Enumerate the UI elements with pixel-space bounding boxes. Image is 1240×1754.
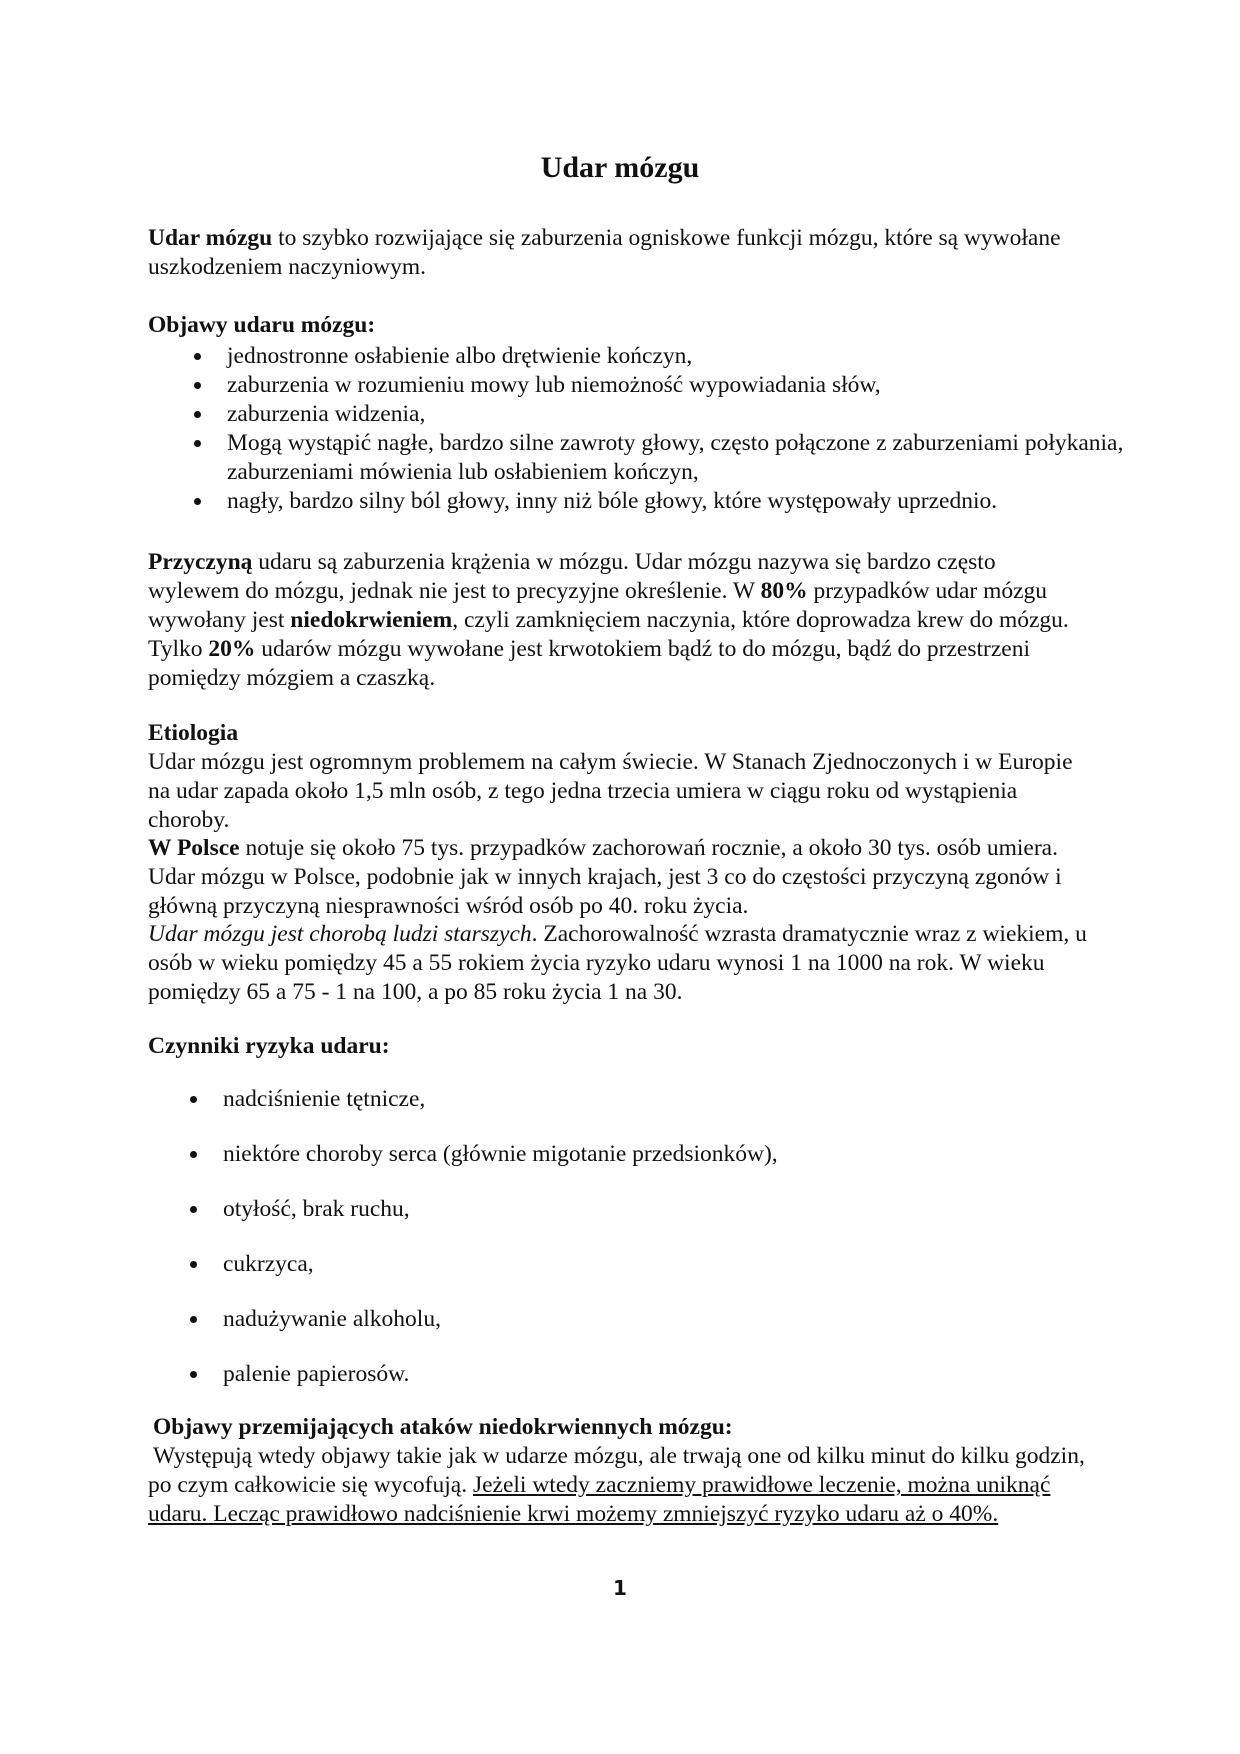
list-item: nagły, bardzo silny ból głowy, inny niż bóle głowy, które występowały uprzednio. (227, 487, 1127, 516)
list-item: otyłość, brak ruchu, (223, 1195, 1123, 1250)
list-item: nadużywanie alkoholu, (223, 1305, 1123, 1360)
page-title: Udar mózgu (540, 151, 700, 184)
cause-text-2: przypadków udar mózgu wywołany jest (148, 578, 1048, 633)
cause-text-4: udarów mózgu wywołane jest krwotokiem bądź to do mózgu, bądź do przestrzeni pomiędzy mózgiem a czaszką. (148, 636, 1031, 691)
risk-heading: Czynniki ryzyka udaru: (148, 1033, 390, 1059)
symptoms-list (227, 342, 1127, 516)
list-item: niektóre choroby serca (głównie migotanie przedsionków), (223, 1140, 1123, 1195)
cause-percent-20: 20% (208, 636, 256, 662)
list-item: Mogą wystąpić nagłe, bardzo silne zawroty głowy, często połączone z zaburzeniami połykania, zaburzeniami mówienia lub osłabieniem kończyn, (227, 429, 1127, 487)
list-item: zaburzenia w rozumieniu mowy lub niemożność wypowiadania słów, (227, 371, 1127, 400)
etiology-paragraph-2 (148, 834, 1088, 921)
tia-underlined-text: Jeżeli wtedy zaczniemy prawidłowe leczenie, można uniknąć udaru. Lecząc prawidłowo nadciśnienie krwi możemy zmniejszyć ryzyko udaru aż o 40%. (148, 1472, 1051, 1527)
tia-heading: Objawy przemijających ataków niedokrwiennych mózgu: (153, 1414, 733, 1440)
intro-text: to szybko rozwijające się zaburzenia ogniskowe funkcji mózgu, które są wywołane uszkodzeniem naczyniowym. (148, 225, 1061, 280)
cause-text-3: , czyli zamknięciem naczynia, które doprowadza krew do mózgu. Tylko (148, 607, 1069, 662)
risk-list (223, 1085, 1123, 1415)
etiology-paragraph-1: Udar mózgu jest ogromnym problemem na całym świecie. W Stanach Zjednoczonych i w Europie na udar zapada około 1,5 mln osób, z tego jedna trzecia umiera w ciągu roku od wystąpienia choroby. (148, 749, 1073, 833)
etiology-paragraph-3 (148, 920, 1088, 1007)
intro-term: Udar mózgu (148, 225, 273, 251)
list-item: palenie papierosów. (223, 1360, 1123, 1415)
etiology-poland: W Polsce (148, 835, 240, 861)
etiology-elderly-emphasis: Udar mózgu jest chorobą ludzi starszych (148, 921, 532, 947)
cause-term-ischemia: niedokrwieniem (290, 607, 453, 633)
list-item: nadciśnienie tętnicze, (223, 1085, 1123, 1140)
list-item: zaburzenia widzenia, (227, 400, 1127, 429)
intro-paragraph (148, 224, 1088, 282)
tia-paragraph (148, 1442, 1088, 1529)
list-item: cukrzyca, (223, 1250, 1123, 1305)
etiology-elderly-text: . Zachorowalność wzrasta dramatycznie wraz z wiekiem, u osób w wieku pomiędzy 45 a 55 rokiem życia ryzyko udaru wynosi 1 na 1000 na rok. W wieku pomiędzy 65 a 75 - 1 na 100, a po 85 roku życia 1 na 30. (148, 921, 1087, 1005)
cause-term: Przyczyną (148, 549, 253, 575)
list-item: jednostronne osłabienie albo drętwienie kończyn, (227, 342, 1127, 371)
cause-paragraph (148, 548, 1088, 693)
etiology-poland-text: notuje się około 75 tys. przypadków zachorowań rocznie, a około 30 tys. osób umiera. Udar mózgu w Polsce, podobnie jak w innych krajach, jest 3 co do częstości przyczyną zgonów i główną przyczyną niesprawności wśród osób po 40. roku życia. (148, 835, 1062, 919)
tia-text: Występują wtedy objawy takie jak w udarze mózgu, ale trwają one od kilku minut do kilku godzin, po czym całkowicie się wycofują. (148, 1443, 1085, 1498)
page-number: 1 (613, 1576, 627, 1600)
etiology-heading: Etiologia (148, 720, 239, 746)
cause-percent-80: 80% (760, 578, 808, 604)
symptoms-heading: Objawy udaru mózgu: (148, 312, 376, 338)
cause-text-1: udaru są zaburzenia krążenia w mózgu. Udar mózgu nazywa się bardzo często wylewem do mózgu, jednak nie jest to precyzyjne określenie. W (148, 549, 996, 604)
